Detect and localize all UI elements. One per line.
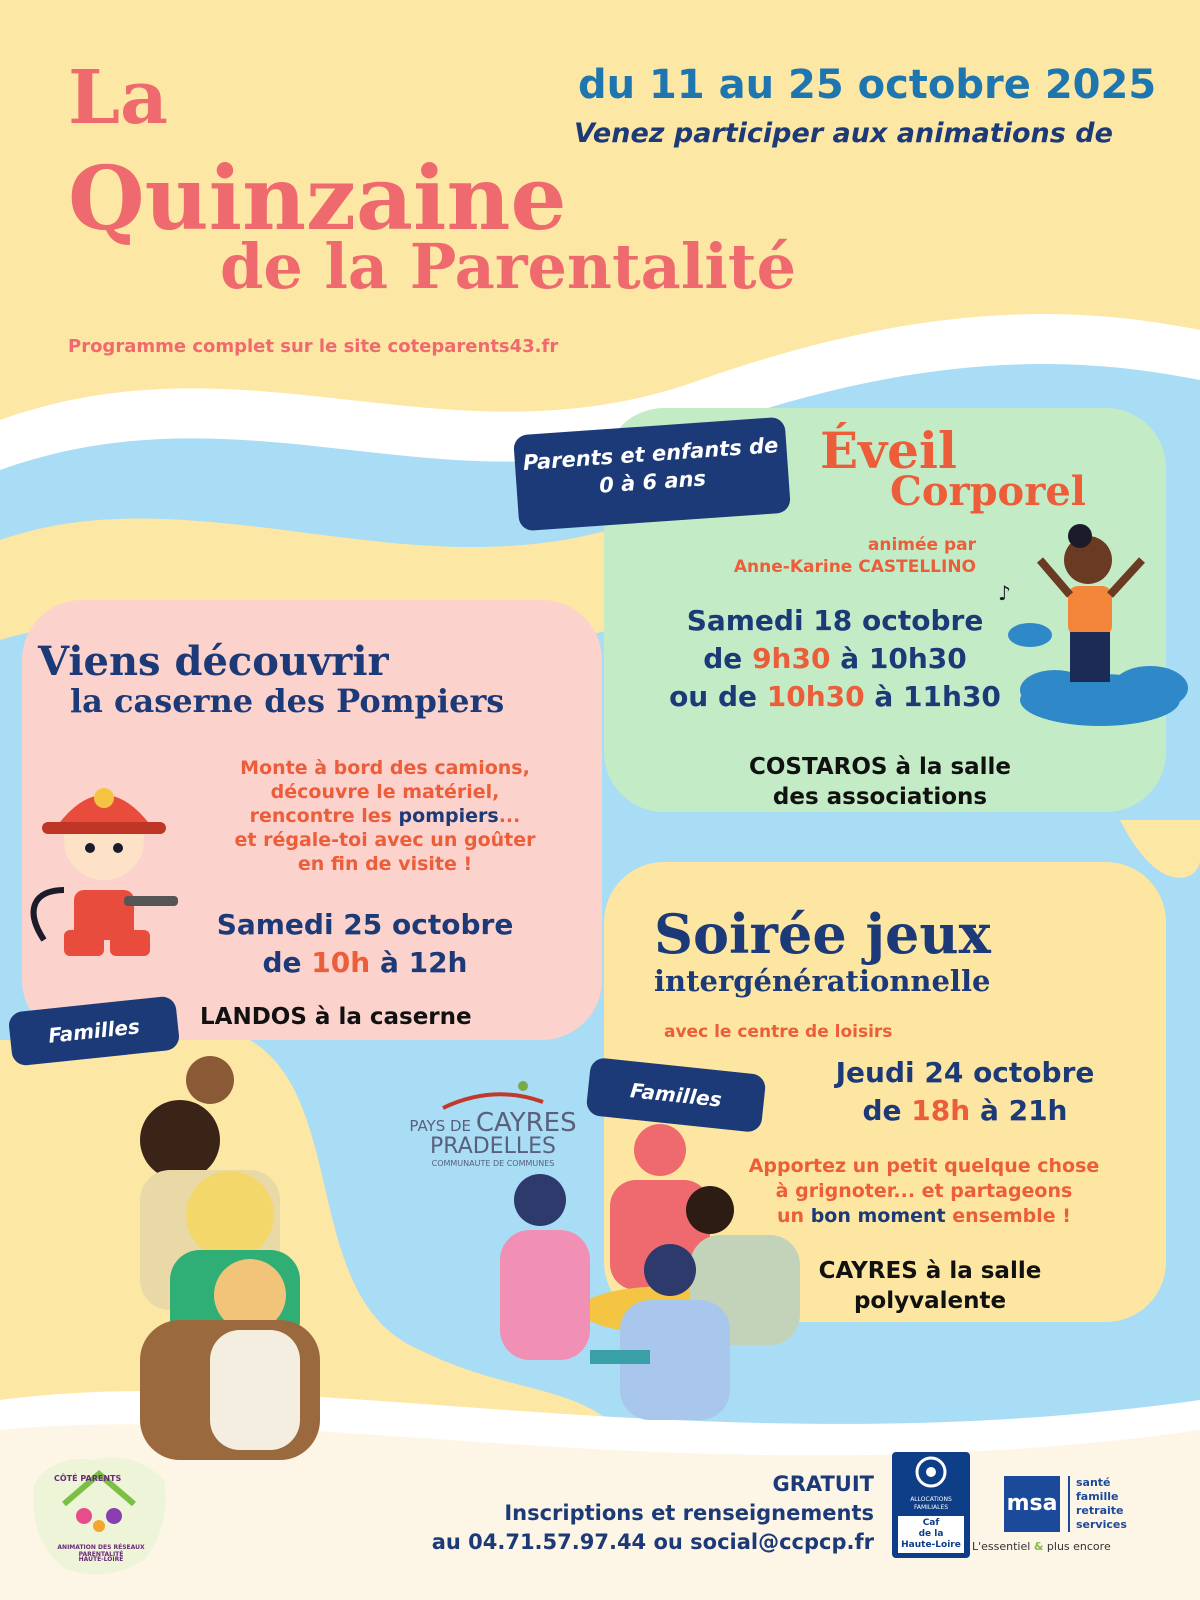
cayres-prefix: PAYS DE: [409, 1117, 476, 1135]
eveil-slot-2: [640, 678, 1030, 716]
msa-services: [1068, 1476, 1166, 1532]
animee-par: [676, 534, 976, 578]
firefighter-illustration: [24, 770, 184, 970]
msa-slogan: [972, 1540, 1172, 1553]
msa-line1: santé: [1076, 1476, 1111, 1489]
caf-emblem-icon: [892, 1452, 970, 1492]
card-game-illustration: [480, 1120, 820, 1430]
desc-line: et régale-toi avec un goûter: [234, 829, 536, 851]
slot-start: 9h30: [752, 642, 831, 675]
desc-part: ensemble !: [945, 1205, 1071, 1227]
age-tag: Parents et enfants de 0 à 6 ans: [513, 417, 791, 532]
gratuit-label: GRATUIT: [772, 1472, 874, 1496]
desc-part: ...: [498, 805, 521, 827]
contact-info[interactable]: au 04.71.57.97.44 ou social@ccpcp.fr: [431, 1530, 874, 1554]
desc-line: découvre le matériel,: [270, 781, 500, 803]
desc-line: à grignoter... et partageons: [775, 1180, 1073, 1202]
msa-mark: msa: [1004, 1476, 1060, 1532]
eveil-date: Samedi 18 octobre: [686, 604, 984, 637]
msa-line2: famille: [1076, 1490, 1119, 1503]
caf-logo: [892, 1452, 970, 1558]
slot-end: 21h: [1008, 1094, 1068, 1127]
jeux-avec: avec le centre de loisirs: [664, 1022, 893, 1042]
cote-parents-name: CÔTÉ PARENTS: [54, 1474, 122, 1483]
corporel-title: Corporel: [890, 468, 1086, 515]
eveil-title: Éveil: [820, 421, 957, 480]
msa-line3: retraite: [1076, 1504, 1124, 1517]
invite-text: Venez participer aux animations de: [574, 118, 1113, 149]
pompiers-location: LANDOS à la caserne: [200, 1004, 472, 1030]
slot-word: de: [862, 1094, 902, 1127]
caf-line4: de la: [918, 1529, 944, 1539]
slot-start: 10h30: [766, 680, 865, 713]
title-parentalite: de la Parentalité: [220, 230, 797, 303]
programme-link[interactable]: Programme complet sur le site coteparents43.fr: [68, 336, 559, 357]
eveil-slot-1: [640, 640, 1030, 678]
slot-end: 11h30: [903, 680, 1001, 713]
cote-parents-emblem: [24, 1444, 174, 1584]
svg-text:♪: ♪: [998, 581, 1011, 605]
jeux-location: [780, 1256, 1080, 1316]
cayres-swoosh-icon: [433, 1080, 553, 1110]
caf-line1: ALLOCATIONS: [910, 1496, 952, 1503]
animator-name: Anne-Karine CASTELLINO: [733, 557, 976, 577]
jeux-schedule: [770, 1054, 1160, 1130]
slot-word: ou de: [669, 680, 758, 713]
jeux-date: Jeudi 24 octobre: [835, 1056, 1095, 1089]
pompiers-slot: [170, 944, 560, 982]
desc-line: en fin de visite !: [297, 853, 473, 875]
cote-parents-logo: [24, 1444, 174, 1588]
slot-end: 12h: [408, 946, 468, 979]
slot-word: à: [840, 642, 860, 675]
slot-end: 10h30: [868, 642, 967, 675]
footer-info: [420, 1470, 874, 1557]
caf-name: Caf: [922, 1518, 940, 1528]
family-illustration: [100, 1040, 380, 1480]
title-la: La: [68, 55, 168, 141]
slot-word: de: [262, 946, 302, 979]
eveil-location-line1: COSTAROS à la salle: [748, 754, 1012, 780]
caf-box: [898, 1516, 964, 1553]
pompiers-description: [190, 756, 580, 876]
cayres-name: CAYRES: [475, 1108, 577, 1138]
msa-slogan-b: plus encore: [1043, 1540, 1111, 1553]
jeux-location-line1: CAYRES à la salle: [818, 1258, 1042, 1284]
slot-start: 10h: [311, 946, 371, 979]
familles-tag: Familles: [585, 1057, 766, 1133]
cote-parents-tagline: ANIMATION DES RÉSEAUX PARENTALITÉ: [57, 1544, 145, 1558]
pompiers-schedule: [170, 906, 560, 982]
pompiers-subtitle: la caserne des Pompiers: [70, 682, 505, 720]
event-dates: du 11 au 25 octobre 2025: [578, 62, 1157, 108]
slot-word: de: [703, 642, 743, 675]
slot-word: à: [979, 1094, 999, 1127]
cote-parents-region: HAUTE-LOIRE: [78, 1556, 124, 1563]
title-quinzaine: Quinzaine: [68, 146, 567, 250]
pompiers-title: Viens découvrir: [38, 638, 389, 685]
cayres-line2: PRADELLES: [430, 1134, 556, 1159]
desc-line: [190, 804, 580, 828]
eveil-location: [720, 752, 1040, 812]
desc-line: Monte à bord des camions,: [240, 757, 530, 779]
inscriptions-label: Inscriptions et renseignements: [504, 1501, 874, 1525]
slot-word: à: [379, 946, 399, 979]
desc-highlight: pompiers: [398, 805, 499, 827]
slot-word: à: [874, 680, 894, 713]
msa-line4: services: [1076, 1518, 1127, 1531]
jeux-title: Soirée jeux: [654, 902, 991, 966]
jeux-location-line2: polyvalente: [853, 1288, 1007, 1314]
slot-start: 18h: [911, 1094, 971, 1127]
dancing-child-illustration: [998, 520, 1200, 730]
cayres-line3: COMMUNAUTE DE COMMUNES: [431, 1159, 555, 1168]
eveil-schedule: [640, 602, 1030, 716]
desc-part: rencontre les: [249, 805, 399, 827]
animee-label: animée par: [867, 535, 976, 555]
desc-part: un: [777, 1205, 811, 1227]
jeux-slot: [770, 1092, 1160, 1130]
msa-slogan-amp: &: [1033, 1540, 1044, 1553]
desc-highlight: bon moment: [810, 1205, 946, 1227]
pompiers-date: Samedi 25 octobre: [216, 908, 514, 941]
familles-tag: Familles: [8, 995, 181, 1066]
caf-line2: FAMILIALES: [913, 1504, 949, 1511]
caf-line5: Haute-Loire: [901, 1540, 961, 1550]
eveil-location-line2: des associations: [772, 784, 988, 810]
jeux-subtitle: intergénérationnelle: [654, 964, 991, 998]
msa-slogan-a: L'essentiel: [972, 1540, 1034, 1553]
desc-line: Apportez un petit quelque chose: [748, 1155, 1100, 1177]
